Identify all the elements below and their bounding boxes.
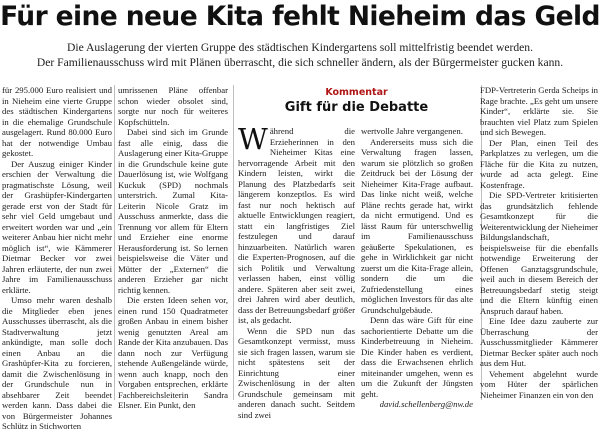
paragraph: Die ersten Ideen sehen vor, einen rund 150 Quadratmeter großen Anbau in einem bisher wenig genutzten Areal am Rande der Kita anzubauen. Das dann noch zur Verfügung stehende Außengelände würde, wenn auch knapp, noch den Vorgaben entsprechen, erklärte Fachbereichsleiterin Sandra Elsner. Ein Punkt, den <box>118 295 228 410</box>
paragraph: FDP-Vertreterin Gerda Scheips in Rage brachte. „Es geht um unsere Kinder“, erklärte sie. Sie brauchten viel Platz zum Spielen und sich Bewegen. <box>480 85 598 137</box>
paragraph: Wenn die SPD nun das Gesamtkonzept vermisst, muss sie sich fragen lassen, warum sie nicht spätestens seit der Einrichtung einer Zwischenlösung in der alten Grundschule gemeinsam mit anderen danach sucht. Seitdem sind zwei <box>238 325 355 420</box>
paragraph: Der Plan, einen Teil des Parkplatzes zu verlegen, um die Fläche für die Kita zu nutzen, wurde ad acta gelegt. Eine Kostenfrage. <box>480 137 598 190</box>
article-column-3 <box>480 85 598 400</box>
commentary-title: Gift für die Debatte <box>284 100 429 115</box>
column-divider <box>114 85 115 400</box>
headline: Für eine neue Kita fehlt Nieheim das Geld <box>0 1 600 32</box>
paragraph: wertvolle Jahre vergangenen. <box>361 126 463 136</box>
paragraph-text: ährend die Erzieherinnen in den Nieheimer Kitas eine hervorragende Arbeit mit den Kindern leisten, wirkt die Planung des Platzbedarfs seit längerem konzeptlos. Es wird fast nur noch hektisch auf aktuelle Entwicklungen reagiert, statt ein langfristiges Ziel festzulegen und darauf hinzuarbeiten. Natürlich waren die Experten-Prognosen, auf die sich Politik und Verwaltung verlassen haben, einst völlig andere. Späteren aber seit zwei, drei Jahren wird aber deutlich, dass der Betreuungsbedarf größer ist, als gedacht. <box>238 126 355 325</box>
paragraph: Umso mehr waren deshalb die Mitglieder eben jenes Ausschusses überrascht, als die Stadtverwaltung jetzt ankündigte, man solle doch einen Anbau an die Grashüpfer-Kita zu forcieren, damit die Zwischenlösung in der Grundschule nun in absehbarer Zeit beendet werden kann. Dass dabei die von Bürgermeister Johannes Schlütz in Stichworten <box>2 295 112 431</box>
subheadline-line: Die Auslagerung der vierten Gruppe des städtischen Kindergartens soll mittelfristig beendet werden. <box>67 41 533 54</box>
paragraph <box>238 122 355 326</box>
subheadline-line: Der Familienausschuss wird mit Plänen überrascht, die sich schneller ändern, als der Bürgermeister gucken kann. <box>36 56 564 69</box>
paragraph: Andererseits muss sich die Verwaltung fragen lassen, warum sie plötzlich so großen Zeitdruck bei der Lösung der Nieheimer Kita-Frage aufbaut. Das linke nicht weiß, welche Pläne rechts gerade hat, wirkt da nicht ermutigend. Und es lässt Raum für unterschwellig im Familienausschuss geäußerte Spekulationen, es gehe in Wirklichkeit gar nicht zuerst um die Kita-Frage allein, sondern die um die Zufriedenstellung eines möglichen Investors für das alte Grundschulgebäude. <box>361 136 473 315</box>
paragraph <box>361 399 473 410</box>
paragraph: Dabei sind sich im Grunde fast alle einig, dass die Auslagerung einer Kita-Gruppe in die Grundschule keine gute Dauerlösung ist, wie Wolfgang Kuckuk (SPD) nochmals unterstrich. Zumal Kita-Leiterin Nicole Gratz im Ausschuss anmerkte, dass die Trennung vor allem für Eltern und Erzieher eine enorme Herausforderung ist. So lernen beispielsweise die Väter und Mütter der „Externen“ die anderen Erzieher gar nicht richtig kennen. <box>118 127 229 295</box>
paragraph: Die SPD-Vertreter kritisierten das grundsätzlich fehlende Gesamtkonzept für die Weiterentwicklung der Nieheimer Bildungslandschaft, beispielsweise für die ebenfalls notwendige Erweiterung der Offenen Ganztagsgrundschule, weil auch in diesem Bereich der Betreuungsbedarf stetig steigt und die Eltern künftig einen Anspruch darauf haben. <box>480 190 598 316</box>
paragraph: Denn das wäre Gift für eine sachorientierte Debatte um die Kinderbetreuung in Nieheim. Die Kinder haben es verdient, dass die Erwachsenen ehrlich miteinander umgehen, wenn es um die Zukunft der Jüngsten geht. <box>361 315 473 399</box>
article-column-1 <box>2 85 112 431</box>
article-column-2 <box>118 85 229 410</box>
commentary-label: Kommentar <box>325 87 388 98</box>
paragraph: Der Auszug einiger Kinder erschien der Verwaltung die pragmatischste Lösung, weil der Grashüpfer-Kindergarten gerade erst von der Stadt für sehr viel Geld umgebaut und erweitert worden war und „ein weiterer Anbau hier nicht mehr möglich ist“, wie Kämmerer Dietmar Becker vor zwei Jahren erläuterte, der nun zwei Jahre im Familienausschuss erklärte. <box>2 158 112 295</box>
drop-cap: W <box>238 122 268 156</box>
paragraph: Vehement abgelehnt wurde vom Hüter der spärlichen Nieheimer Finanzen ein von den <box>480 368 598 400</box>
paragraph: umrissenen Pläne offenbar schon wieder obsolet sind, sorgte nur noch für weiteres Kopfschütteln. <box>118 85 228 127</box>
subheadline <box>0 40 600 70</box>
commentary-column-1 <box>238 122 355 420</box>
paragraph: Eine Idee dazu zauberte zur Überraschung der Ausschussmitglieder Kämmerer Dietmar Becker später auch noch aus dem Hut. <box>480 316 598 368</box>
commentary-column-2 <box>361 126 473 409</box>
author-email: david.schellenberg@nw.de <box>379 399 473 409</box>
paragraph: für 295.000 Euro realisiert und in Nieheim eine vierte Gruppe des städtischen Kindergartens in die ehemalige Grundschule ausgelagert. Rund 80.000 Euro hat der notwendige Umbau gekostet. <box>2 85 112 158</box>
